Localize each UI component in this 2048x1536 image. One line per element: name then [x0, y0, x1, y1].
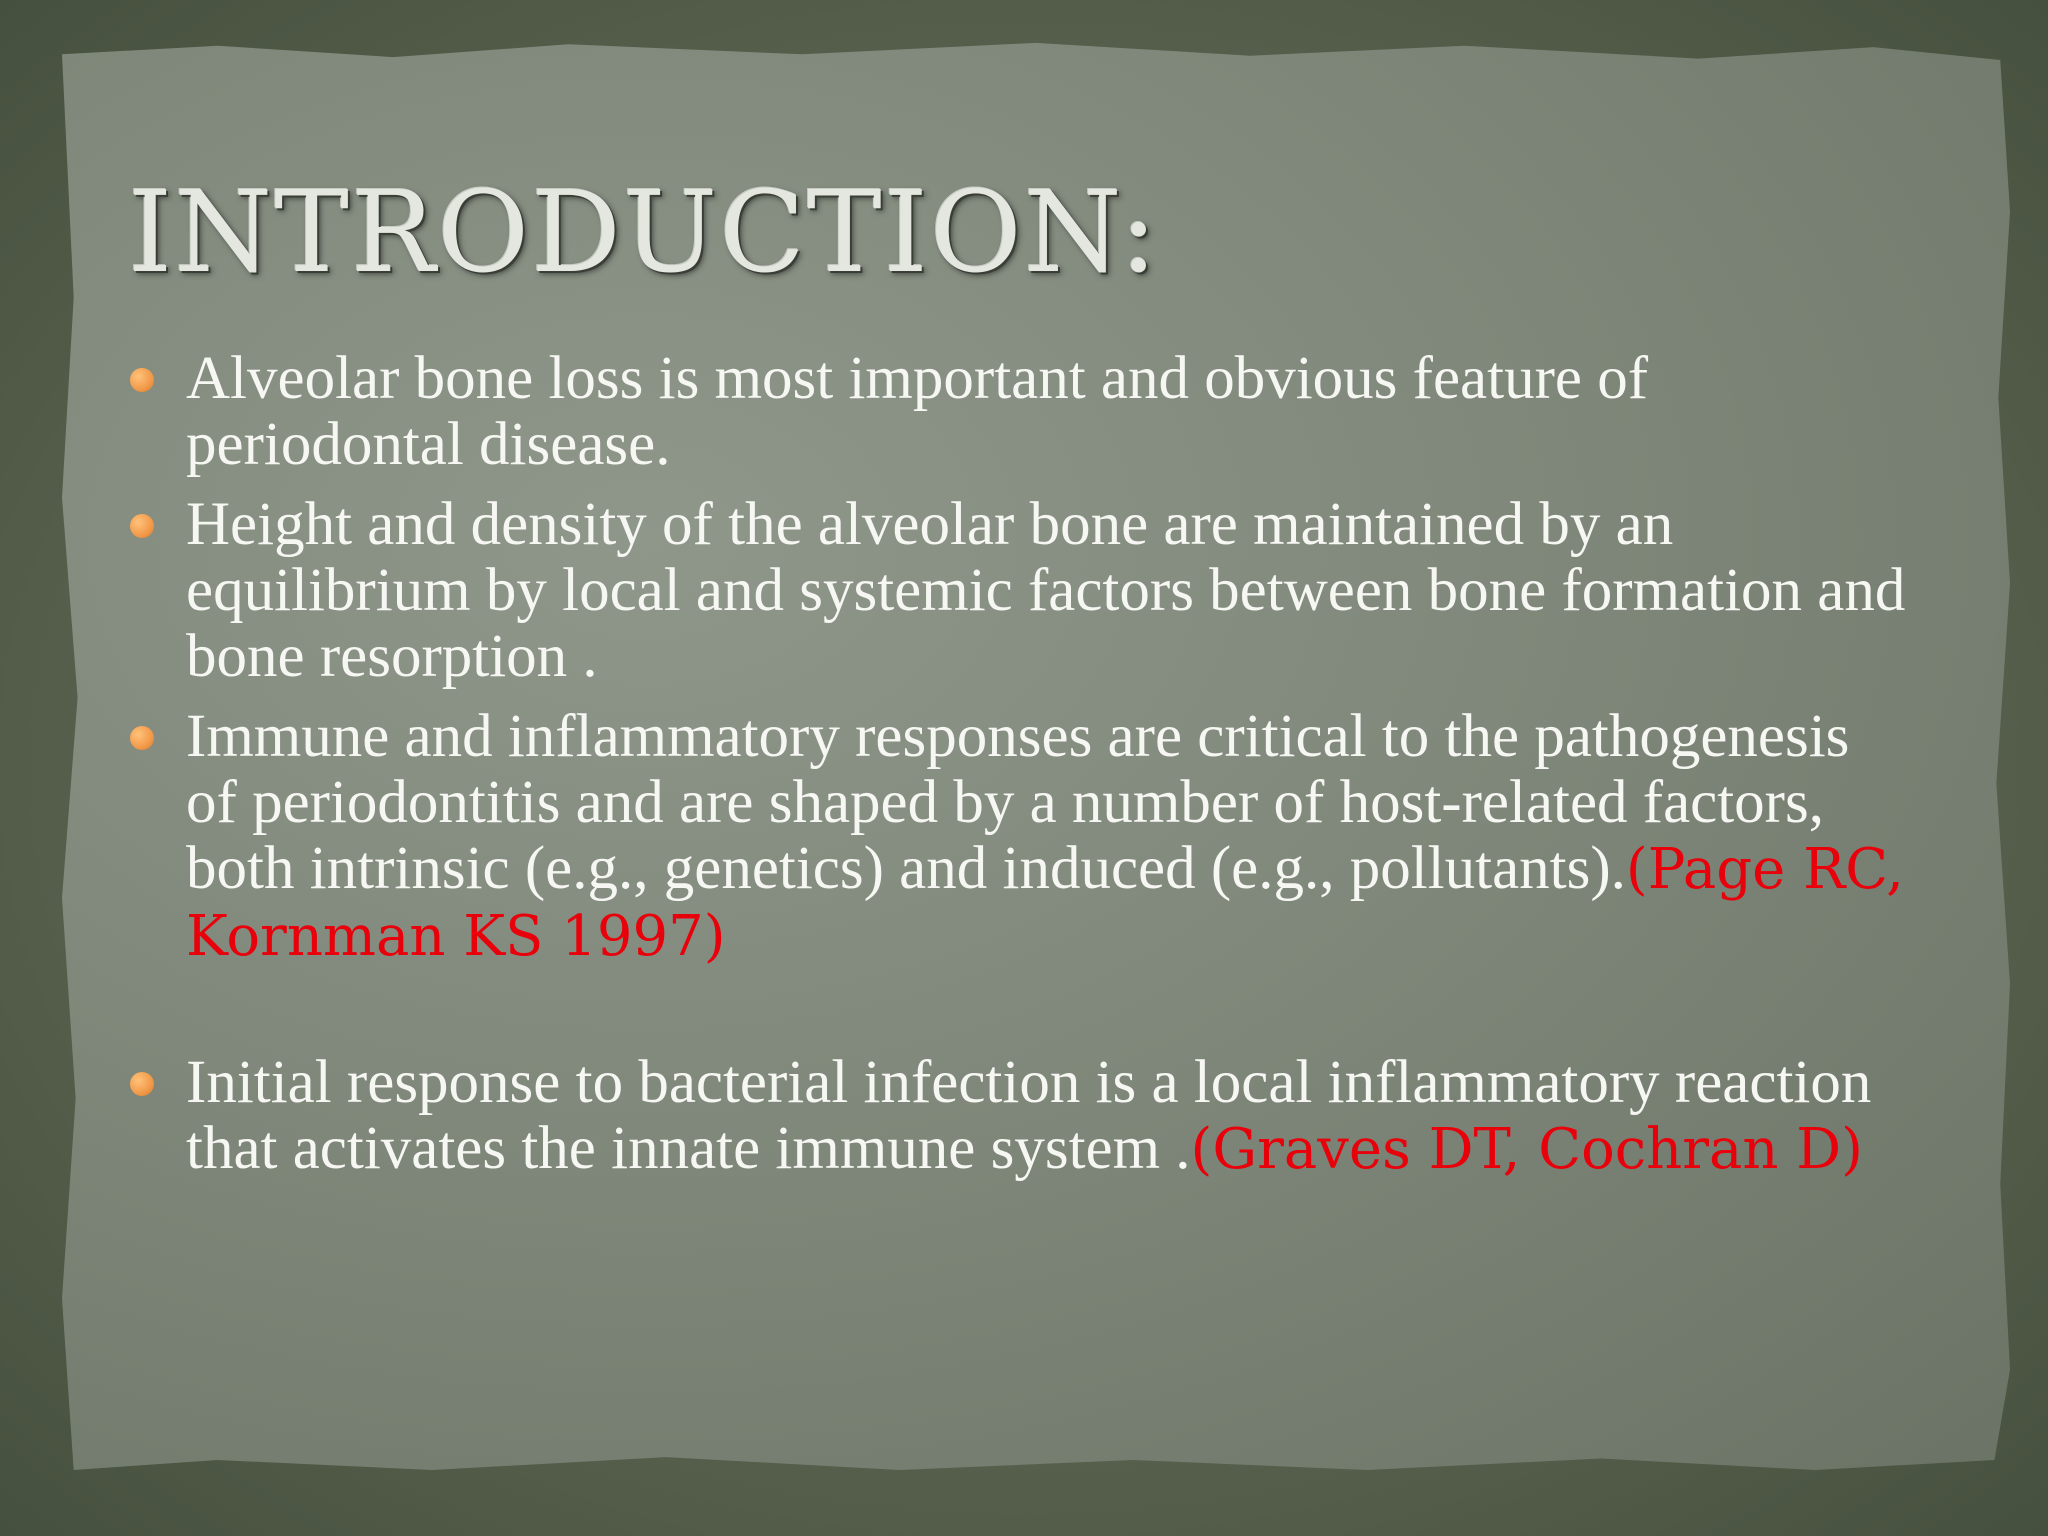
bullet-dot-icon	[130, 1072, 154, 1096]
bullet-dot-icon	[130, 514, 154, 538]
bullet-item-1	[130, 346, 1910, 478]
bullet-item-2	[130, 492, 1910, 690]
bullet-text: Initial response to bacterial infection is a local inflammatory reaction that activates the innate immune system .	[186, 1049, 1872, 1182]
bullet-item-3	[130, 704, 1910, 970]
bullet-text: Height and density of the alveolar bone are maintained by an equilibrium by local and systemic factors between bone formation and bone resorption .	[186, 491, 1906, 690]
bullet-text: Immune and inflammatory responses are critical to the pathogenesis of periodontitis and are shaped by a number of host-related factors, both intrinsic (e.g., genetics) and induced (e.g., pollutants).	[186, 703, 1850, 902]
citation: (Page RC, Kornman KS 1997)	[186, 837, 1904, 969]
bullet-list	[130, 346, 1910, 1197]
bullet-item-4	[130, 1050, 1910, 1183]
bullet-dot-icon	[130, 368, 154, 392]
bullet-text: Alveolar bone loss is most important and obvious feature of periodontal disease.	[186, 345, 1649, 478]
bullet-dot-icon	[130, 726, 154, 750]
slide-title: INTRODUCTION:	[128, 168, 1160, 298]
citation: (Graves DT, Cochran D)	[1190, 1117, 1863, 1182]
